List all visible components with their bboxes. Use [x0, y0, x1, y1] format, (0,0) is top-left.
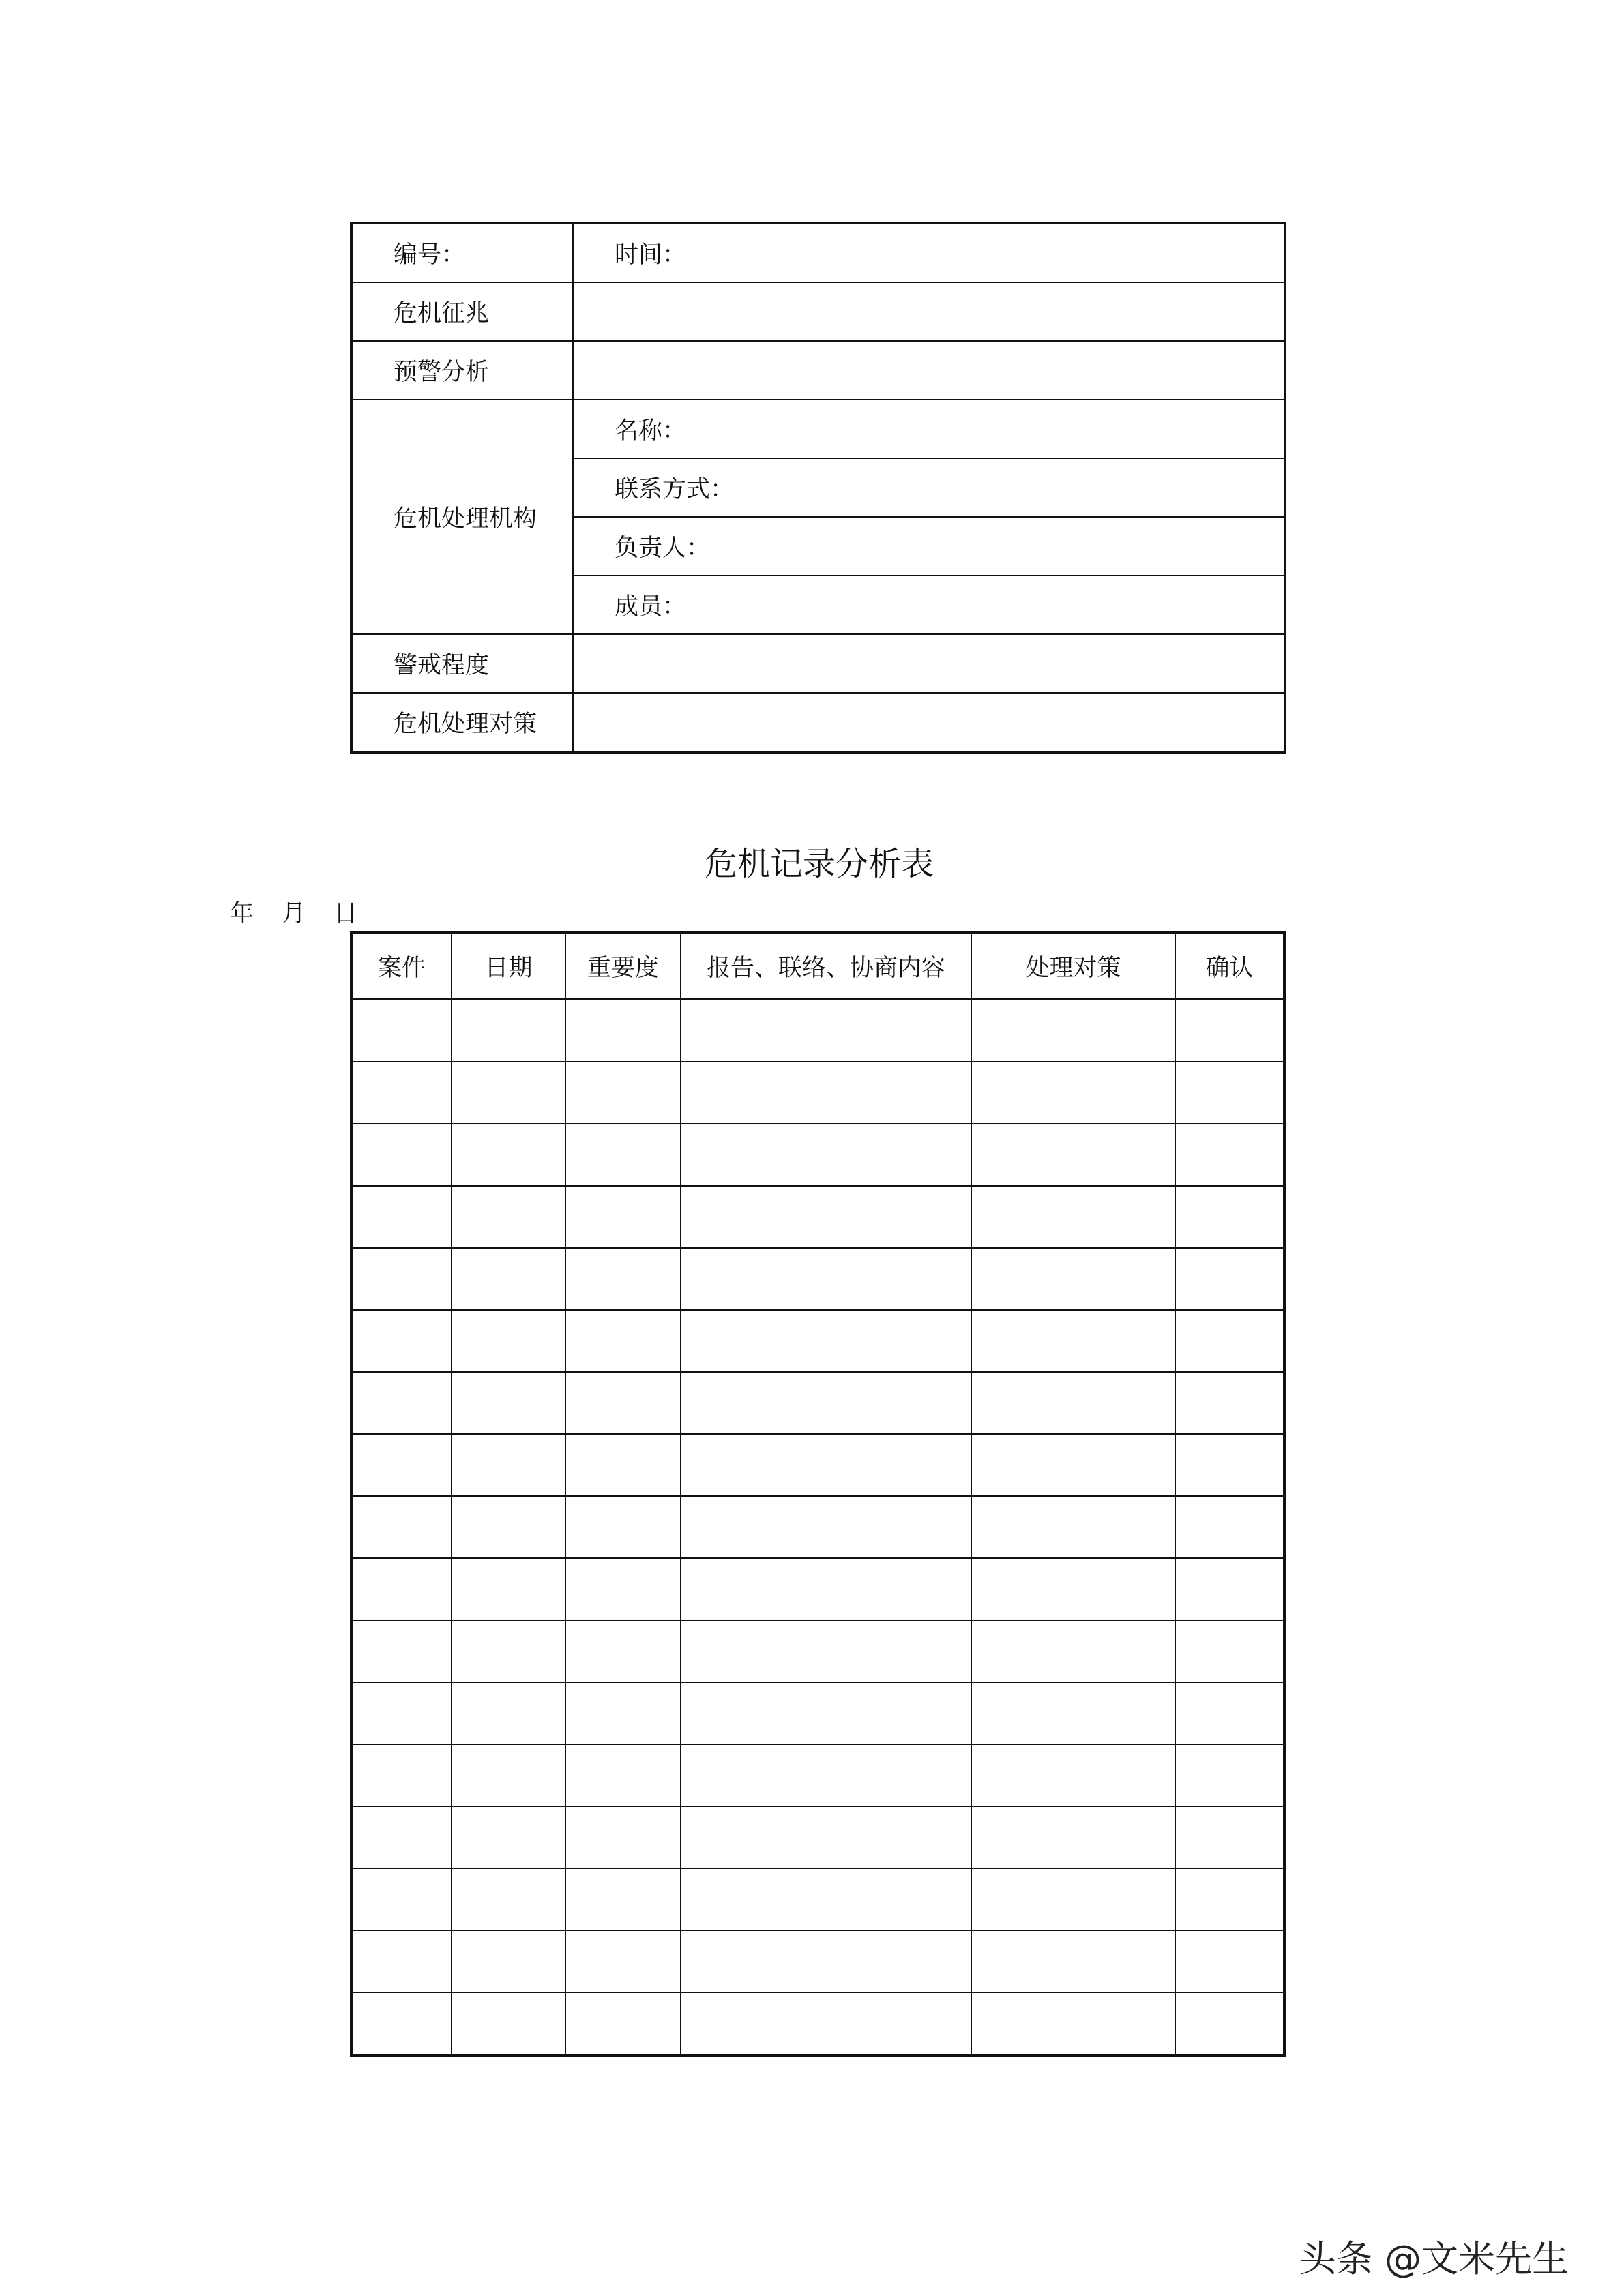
header-date: 日期	[452, 933, 565, 999]
table-cell[interactable]	[452, 1186, 565, 1248]
table-cell[interactable]	[681, 1062, 971, 1124]
table-row	[351, 1558, 1284, 1620]
table-cell[interactable]	[971, 1310, 1175, 1372]
table-cell[interactable]	[971, 1062, 1175, 1124]
table-cell[interactable]	[565, 1124, 681, 1186]
table-cell[interactable]	[681, 1434, 971, 1496]
table-cell[interactable]	[681, 1124, 971, 1186]
org-name-field[interactable]: 名称：	[573, 400, 1285, 458]
table-cell[interactable]	[351, 1310, 452, 1372]
number-label: 编号：	[351, 223, 573, 282]
table-cell[interactable]	[1175, 1930, 1284, 1993]
org-leader-field[interactable]: 负责人：	[573, 517, 1285, 576]
table-cell[interactable]	[351, 1806, 452, 1868]
table-cell[interactable]	[452, 1620, 565, 1682]
table-cell[interactable]	[351, 1496, 452, 1558]
table-cell[interactable]	[681, 999, 971, 1062]
warning-analysis-field[interactable]	[573, 341, 1285, 400]
table-cell[interactable]	[452, 1993, 565, 2055]
table-cell[interactable]	[452, 1372, 565, 1434]
table-cell[interactable]	[1175, 1558, 1284, 1620]
table-cell[interactable]	[565, 1993, 681, 2055]
table-row	[351, 1248, 1284, 1310]
table-cell[interactable]	[452, 1062, 565, 1124]
table-cell[interactable]	[971, 1868, 1175, 1930]
form-row	[351, 223, 1285, 282]
table-cell[interactable]	[452, 1434, 565, 1496]
table-cell[interactable]	[452, 1744, 565, 1806]
table-cell[interactable]	[351, 1682, 452, 1744]
table-cell[interactable]	[565, 1558, 681, 1620]
table-cell[interactable]	[351, 1124, 452, 1186]
table-cell[interactable]	[1175, 1310, 1284, 1372]
table-cell[interactable]	[351, 1744, 452, 1806]
table-row	[351, 1496, 1284, 1558]
table-cell[interactable]	[971, 1993, 1175, 2055]
table-row	[351, 1310, 1284, 1372]
table-cell[interactable]	[351, 1868, 452, 1930]
table-cell[interactable]	[351, 1372, 452, 1434]
table-cell[interactable]	[681, 1620, 971, 1682]
table-cell[interactable]	[351, 999, 452, 1062]
record-table-title: 危机记录分析表	[704, 845, 934, 883]
table-cell[interactable]	[1175, 1248, 1284, 1310]
crisis-signs-field[interactable]	[573, 282, 1285, 341]
table-cell[interactable]	[1175, 1993, 1284, 2055]
table-row	[351, 1993, 1284, 2055]
table-cell[interactable]	[452, 1558, 565, 1620]
table-cell[interactable]	[681, 1682, 971, 1744]
crisis-info-form	[350, 222, 1286, 754]
table-row	[351, 1062, 1284, 1124]
table-cell[interactable]	[565, 1620, 681, 1682]
table-cell[interactable]	[681, 1248, 971, 1310]
table-cell[interactable]	[452, 1930, 565, 1993]
alert-level-field[interactable]	[573, 634, 1285, 693]
table-cell[interactable]	[971, 1248, 1175, 1310]
table-cell[interactable]	[1175, 1868, 1284, 1930]
table-cell[interactable]	[351, 1186, 452, 1248]
alert-level-label: 警戒程度	[351, 634, 573, 693]
form-row	[351, 634, 1285, 693]
table-cell[interactable]	[681, 1186, 971, 1248]
table-row	[351, 1124, 1284, 1186]
org-contact-field[interactable]: 联系方式：	[573, 458, 1285, 517]
table-cell[interactable]	[565, 999, 681, 1062]
table-row	[351, 1682, 1284, 1744]
table-cell[interactable]	[971, 1744, 1175, 1806]
table-cell[interactable]	[1175, 1682, 1284, 1744]
header-importance: 重要度	[565, 933, 681, 999]
countermeasures-field[interactable]	[573, 693, 1285, 752]
time-label[interactable]: 时间：	[573, 223, 1285, 282]
table-cell[interactable]	[681, 1868, 971, 1930]
table-cell[interactable]	[565, 1310, 681, 1372]
table-cell[interactable]	[565, 1372, 681, 1434]
table-cell[interactable]	[452, 1496, 565, 1558]
watermark: 头条 @文米先生	[1299, 2237, 1569, 2280]
table-cell[interactable]	[452, 1310, 565, 1372]
table-cell[interactable]	[565, 1434, 681, 1496]
table-cell[interactable]	[1175, 1744, 1284, 1806]
table-row	[351, 1372, 1284, 1434]
table-cell[interactable]	[565, 1682, 681, 1744]
table-cell[interactable]	[452, 1248, 565, 1310]
header-content: 报告、联络、协商内容	[681, 933, 971, 999]
header-confirm: 确认	[1175, 933, 1284, 999]
table-cell[interactable]	[1175, 1062, 1284, 1124]
table-cell[interactable]	[971, 1496, 1175, 1558]
table-cell[interactable]	[565, 1496, 681, 1558]
table-header-row	[351, 933, 1284, 999]
table-cell[interactable]	[971, 1124, 1175, 1186]
table-cell[interactable]	[971, 1372, 1175, 1434]
table-cell[interactable]	[681, 1310, 971, 1372]
countermeasures-label: 危机处理对策	[351, 693, 573, 752]
table-cell[interactable]	[351, 1558, 452, 1620]
crisis-signs-label: 危机征兆	[351, 282, 573, 341]
table-cell[interactable]	[351, 1993, 452, 2055]
org-members-field[interactable]: 成员：	[573, 576, 1285, 634]
header-countermeasure: 处理对策	[971, 933, 1175, 999]
table-cell[interactable]	[351, 1930, 452, 1993]
table-cell[interactable]	[351, 1062, 452, 1124]
table-cell[interactable]	[351, 1248, 452, 1310]
table-cell[interactable]	[971, 1806, 1175, 1868]
table-cell[interactable]	[681, 1496, 971, 1558]
table-body	[351, 999, 1284, 2055]
table-cell[interactable]	[351, 1620, 452, 1682]
table-row	[351, 1806, 1284, 1868]
table-row	[351, 1744, 1284, 1806]
table-cell[interactable]	[452, 1806, 565, 1868]
form-row	[351, 282, 1285, 341]
table-cell[interactable]	[1175, 1434, 1284, 1496]
table-cell[interactable]	[452, 999, 565, 1062]
form-row	[351, 341, 1285, 400]
date-line: 年 月 日	[230, 900, 358, 927]
crisis-record-table	[350, 931, 1286, 2057]
table-cell[interactable]	[1175, 1496, 1284, 1558]
table-cell[interactable]	[1175, 1186, 1284, 1248]
table-cell[interactable]	[565, 1744, 681, 1806]
table-cell[interactable]	[565, 1806, 681, 1868]
table-cell[interactable]	[1175, 1372, 1284, 1434]
table-cell[interactable]	[1175, 1124, 1284, 1186]
table-cell[interactable]	[681, 1806, 971, 1868]
table-cell[interactable]	[681, 1744, 971, 1806]
table-cell[interactable]	[971, 1620, 1175, 1682]
table-cell[interactable]	[452, 1868, 565, 1930]
handling-org-label: 危机处理机构	[351, 400, 573, 634]
table-cell[interactable]	[681, 1930, 971, 1993]
table-cell[interactable]	[452, 1124, 565, 1186]
table-row	[351, 1186, 1284, 1248]
table-cell[interactable]	[971, 1434, 1175, 1496]
table-cell[interactable]	[971, 1930, 1175, 1993]
table-cell[interactable]	[971, 1186, 1175, 1248]
table-cell[interactable]	[565, 1930, 681, 1993]
table-cell[interactable]	[452, 1682, 565, 1744]
table-cell[interactable]	[565, 1062, 681, 1124]
table-cell[interactable]	[1175, 1620, 1284, 1682]
table-cell[interactable]	[971, 1682, 1175, 1744]
table-cell[interactable]	[681, 1993, 971, 2055]
table-cell[interactable]	[681, 1372, 971, 1434]
table-cell[interactable]	[1175, 1806, 1284, 1868]
table-cell[interactable]	[351, 1434, 452, 1496]
form-row	[351, 400, 1285, 458]
header-case: 案件	[351, 933, 452, 999]
table-row	[351, 1930, 1284, 1993]
table-cell[interactable]	[971, 1558, 1175, 1620]
table-cell[interactable]	[1175, 999, 1284, 1062]
table-row	[351, 1868, 1284, 1930]
warning-analysis-label: 预警分析	[351, 341, 573, 400]
table-row	[351, 999, 1284, 1062]
table-cell[interactable]	[565, 1868, 681, 1930]
table-cell[interactable]	[681, 1558, 971, 1620]
table-cell[interactable]	[565, 1186, 681, 1248]
table-row	[351, 1434, 1284, 1496]
table-cell[interactable]	[565, 1248, 681, 1310]
form-row	[351, 693, 1285, 752]
table-row	[351, 1620, 1284, 1682]
table-cell[interactable]	[971, 999, 1175, 1062]
